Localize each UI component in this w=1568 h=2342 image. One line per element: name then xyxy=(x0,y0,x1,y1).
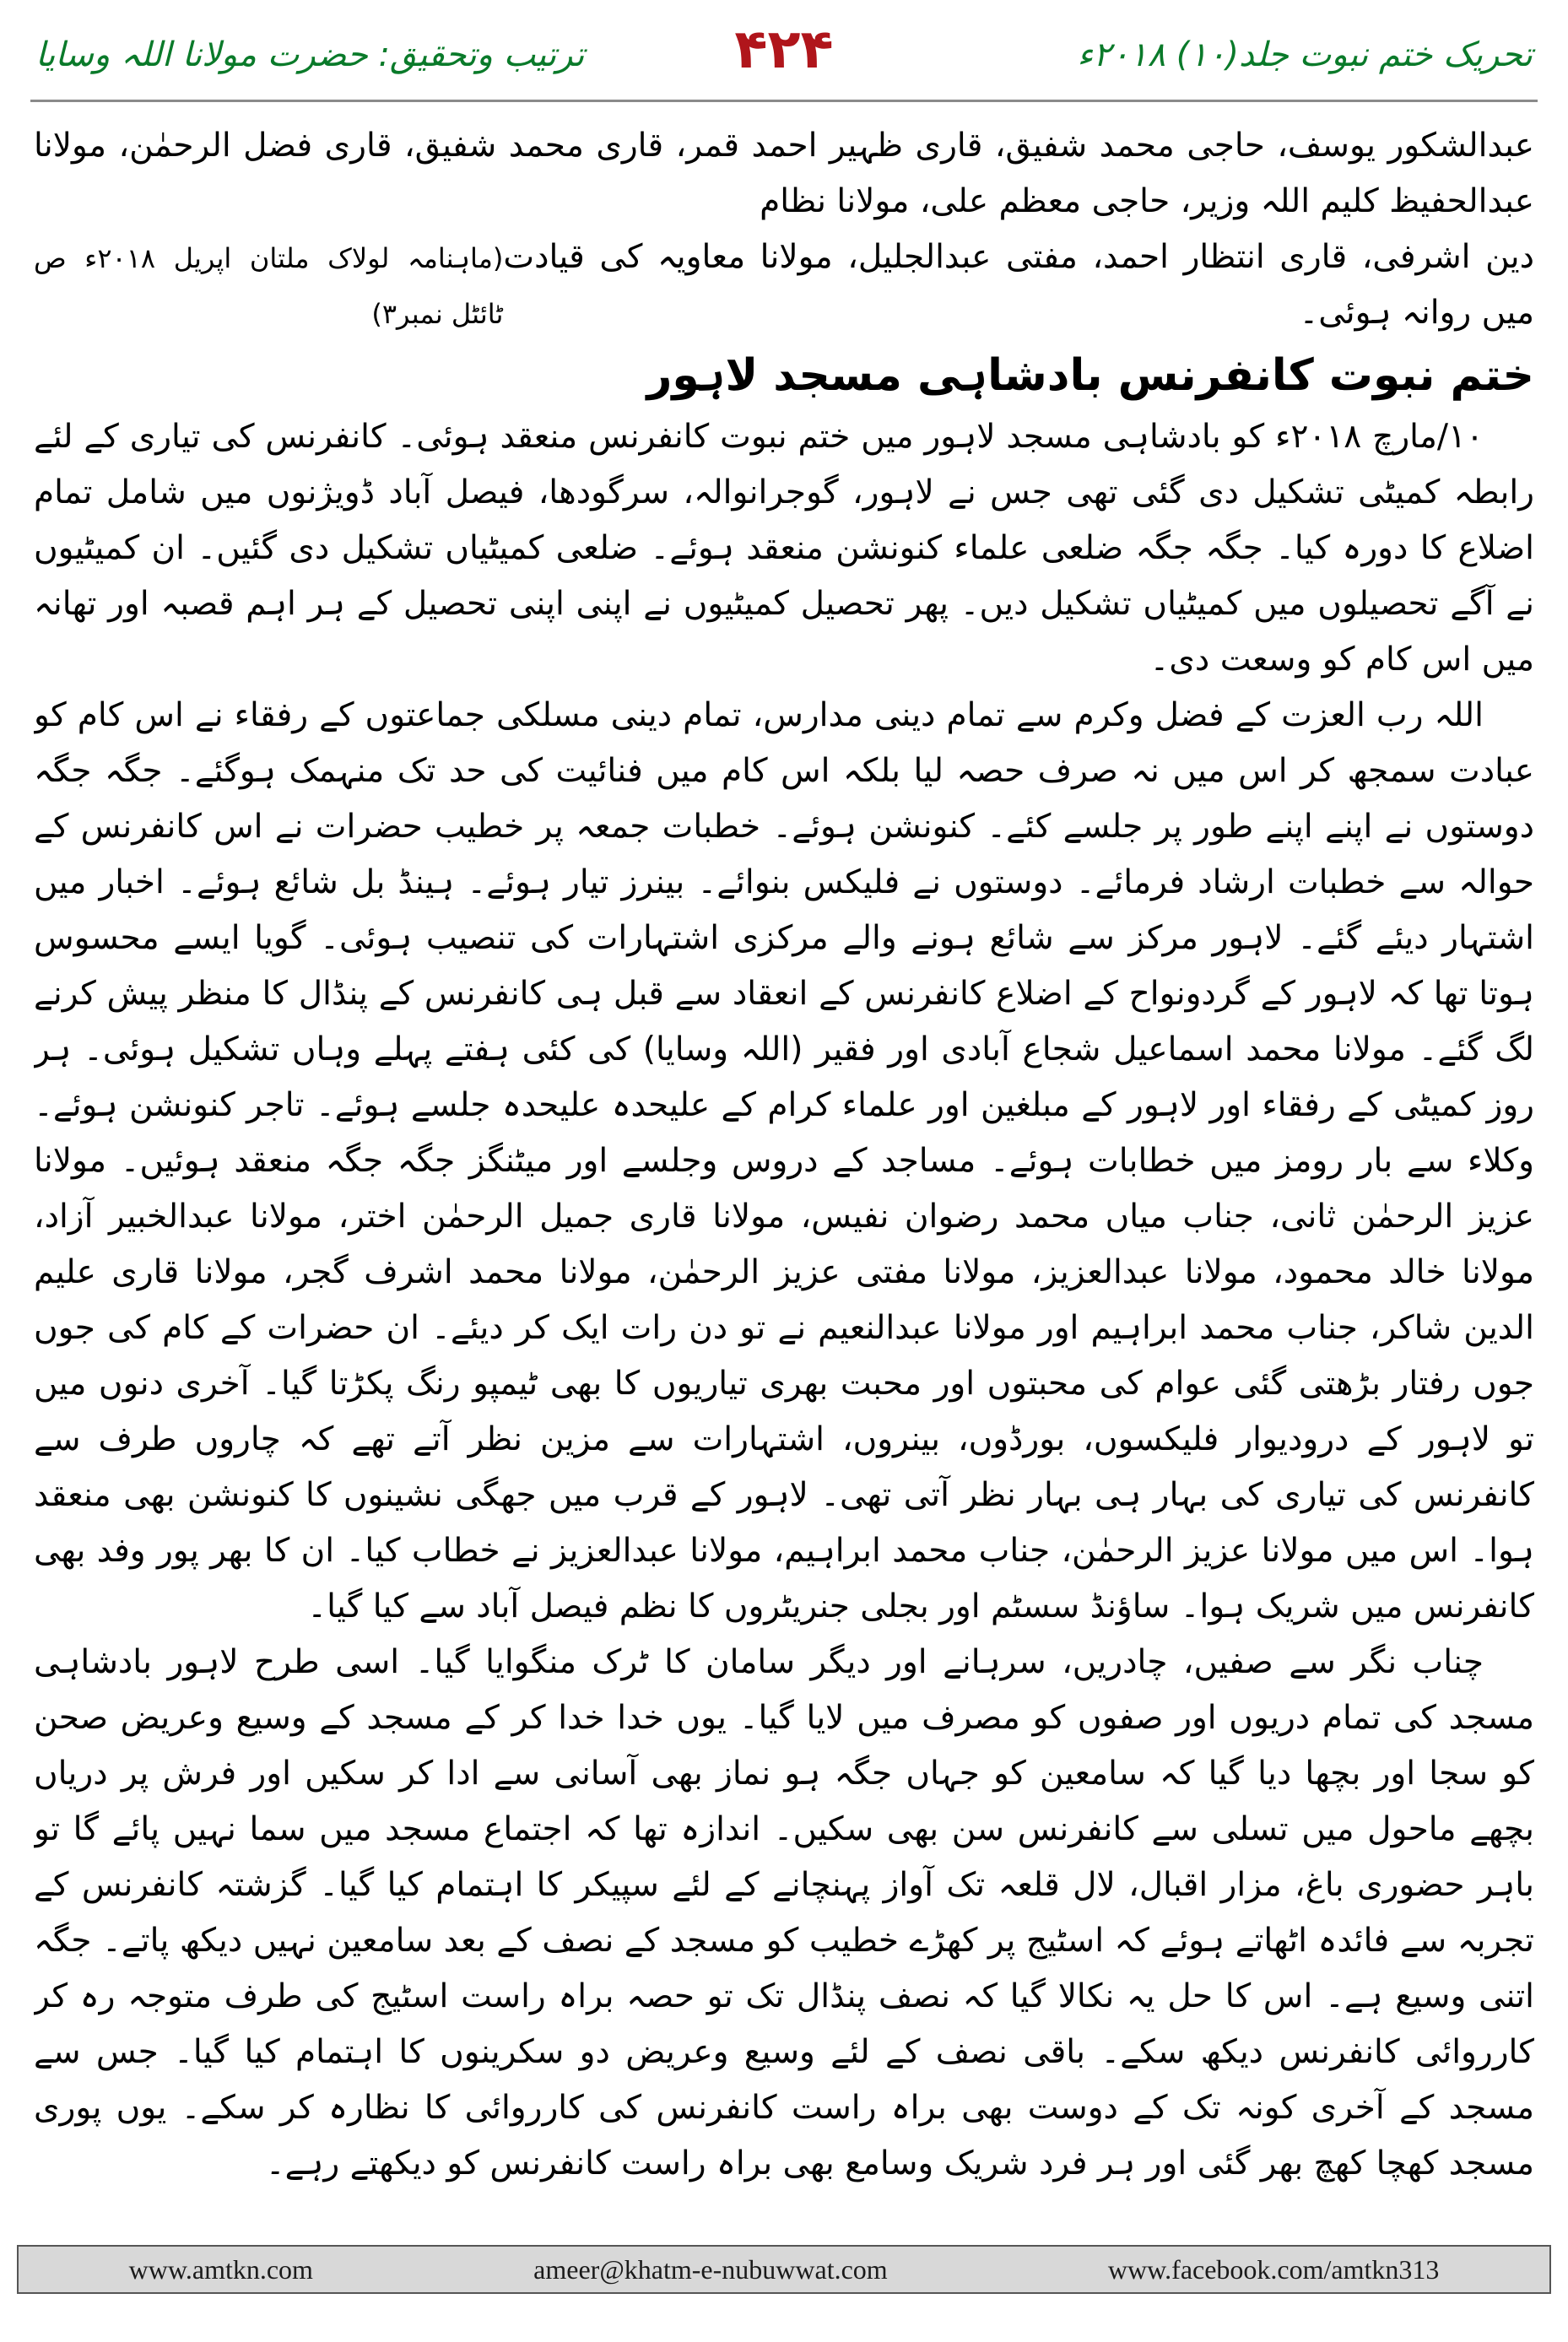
page-body xyxy=(34,118,1534,2211)
paragraph-2: اللہ رب العزت کے فضل وکرم سے تمام دینی مدارس، تمام دینی مسلکی جماعتوں کے رفقاء نے اس کام کو عبادت سمجھ کر اس میں نہ صرف حصہ لیا بلکہ اس کام میں فنائیت کی حد تک منہمک ہوگئے۔ جگہ جگہ دوستوں نے اپنے اپنے طور پر جلسے کئے۔ کنونشن ہوئے۔ خطبات جمعہ پر خطیب حضرات نے اس کانفرنس کے حوالہ سے خطبات ارشاد فرمائے۔ دوستوں نے فلیکس بنوائے۔ بینرز تیار ہوئے۔ ہینڈ بل شائع ہوئے۔ اخبار میں اشتہار دیئے گئے۔ لاہور مرکز سے شائع ہونے والے مرکزی اشتہارات کی تنصیب ہوئی۔ گویا ایسے محسوس ہوتا تھا کہ لاہور کے گردونواح کے اضلاع کانفرنس کے انعقاد سے قبل ہی کانفرنس کے پنڈال کا منظر پیش کرنے لگ گئے۔ مولانا محمد اسماعیل شجاع آبادی اور فقیر (اللہ وسایا) کی کئی ہفتے پہلے وہاں تشکیل ہوئی۔ ہر روز کمیٹی کے رفقاء اور لاہور کے مبلغین اور علماء کرام کے علیحدہ علیحدہ جلسے ہوئے۔ تاجر کنونشن ہوئے۔ وکلاء سے بار رومز میں خطابات ہوئے۔ مساجد کے دروس وجلسے اور میٹنگز جگہ جگہ منعقد ہوئیں۔ مولانا عزیز الرحمٰن ثانی، جناب میاں محمد رضوان نفیس، مولانا قاری جمیل الرحمٰن اختر، مولانا عبدالخبیر آزاد، مولانا خالد محمود، مولانا عبدالعزیز، مولانا مفتی عزیز الرحمٰن، مولانا محمد اشرف گجر، مولانا قاری علیم الدین شاکر، جناب محمد ابراہیم اور مولانا عبدالنعیم نے تو دن رات ایک کر دیئے۔ ان حضرات کے کام کی جوں جوں رفتار بڑھتی گئی عوام کی محبتوں اور محبت بھری تیاریوں کا بھی ٹیمپو رنگ پکڑتا گیا۔ آخری دنوں میں تو لاہور کے درودیوار فلیکسوں، بورڈوں، بینروں، اشتہارات سے مزین نظر آتے تھے کہ چاروں طرف سے کانفرنس کی تیاری کی بہار ہی بہار نظر آتی تھی۔ لاہور کے قرب میں جھگی نشینوں کا کنونشن بھی منعقد ہوا۔ اس میں مولانا عزیز الرحمٰن، جناب محمد ابراہیم، مولانا عبدالعزیز نے خطاب کیا۔ ان کا بھر پور وفد بھی کانفرنس میں شریک ہوا۔ ساؤنڈ سسٹم اور بجلی جنریٹروں کا نظم فیصل آباد سے کیا گیا۔ xyxy=(34,696,1534,1625)
intro-line-2-row xyxy=(34,230,1534,342)
paragraph-3: چناب نگر سے صفیں، چادریں، سرہانے اور دیگر سامان کا ٹرک منگوایا گیا۔ اسی طرح لاہور بادشاہی مسجد کی تمام دریوں اور صفوں کو مصرف میں لایا گیا۔ یوں خدا خدا کر کے مسجد کے وسیع وعریض صحن کو سجا اور بچھا دیا گیا کہ سامعین کو جہاں جگہ ہو نماز بھی آسانی سے ادا کر سکیں اور فرش پر دریاں بچھے ماحول میں تسلی سے کانفرنس سن بھی سکیں۔ اندازہ تھا کہ اجتماع مسجد میں سما نہیں پائے گا تو باہر حضوری باغ، مزار اقبال، لال قلعہ تک آواز پہنچانے کے لئے سپیکر کا اہتمام کیا گیا۔ گزشتہ کانفرنس کے تجربہ سے فائدہ اٹھاتے ہوئے کہ اسٹیج پر کھڑے خطیب کو مسجد کے نصف کے بعد سامعین نہیں دیکھ پاتے۔ جگہ اتنی وسیع ہے۔ اس کا حل یہ نکالا گیا کہ نصف پنڈال تک تو حصہ براہ راست اسٹیج کی طرف متوجہ رہ کر کارروائی کانفرنس دیکھ سکے۔ باقی نصف کے لئے وسیع وعریض دو سکرینوں کا اہتمام کیا گیا۔ جس سے مسجد کے آخری کونہ تک کے دوست بھی براہ راست کانفرنس کی کارروائی کا نظارہ کر سکے۔ یوں پوری مسجد کھچا کھچ بھر گئی اور ہر فرد شریک وسامع بھی براہ راست کانفرنس کو دیکھتے رہے۔ xyxy=(34,1643,1534,2182)
paragraph-1: ۱۰/مارچ ۲۰۱۸ء کو بادشاہی مسجد لاہور میں ختم نبوت کانفرنس منعقد ہوئی۔ کانفرنس کی تیاری کے لئے رابطہ کمیٹی تشکیل دی گئی تھی جس نے لاہور، گوجرانوالہ، سرگودھا، فیصل آباد ڈویژنوں میں شامل تمام اضلاع کا دورہ کیا۔ جگہ جگہ ضلعی علماء کنونشن منعقد ہوئے۔ ضلعی کمیٹیاں تشکیل دی گئیں۔ ان کمیٹیوں نے آگے تحصیلوں میں کمیٹیاں تشکیل دیں۔ پھر تحصیل کمیٹیوں نے اپنی اپنی تحصیل کے ہر اہم قصبہ اور تھانہ میں اس کام کو وسعت دی۔ xyxy=(34,418,1534,679)
facebook-link[interactable]: www.facebook.com/amtkn313 xyxy=(1107,2253,1440,2285)
header-compiler: ترتیب وتحقیق: حضرت مولانا اللہ وسایا xyxy=(35,35,585,74)
email-link[interactable]: ameer@khatm-e-nubuwwat.com xyxy=(533,2253,888,2285)
section-heading: ختم نبوت کانفرنس بادشاہی مسجد لاہور xyxy=(646,350,1534,401)
page-number: ۴۲۴ xyxy=(734,19,834,81)
header-divider xyxy=(30,100,1538,102)
page-header xyxy=(30,17,1538,110)
intro-line-2: دین اشرفی، قاری انتظار احمد، مفتی عبدالجلیل، مولانا معاویہ کی قیادت میں روانہ ہوئی۔ xyxy=(503,238,1534,332)
page-footer xyxy=(17,2245,1551,2294)
website-link[interactable]: www.amtkn.com xyxy=(128,2253,313,2285)
header-book-title: تحریک ختم نبوت جلد(۱۰) ۲۰۱۸ء xyxy=(1077,35,1533,74)
source-citation: (ماہنامہ لولاک ملتان اپریل ۲۰۱۸ء ص ٹائٹل نمبر۳) xyxy=(34,242,504,330)
intro-line-1: عبدالشکور یوسف، حاجی محمد شفیق، قاری ظہیر احمد قمر، قاری محمد شفیق، قاری فضل الرحمٰن، مولانا عبدالحفیظ کلیم اللہ وزیر، حاجی معظم علی، مولانا نظام xyxy=(34,127,1534,220)
